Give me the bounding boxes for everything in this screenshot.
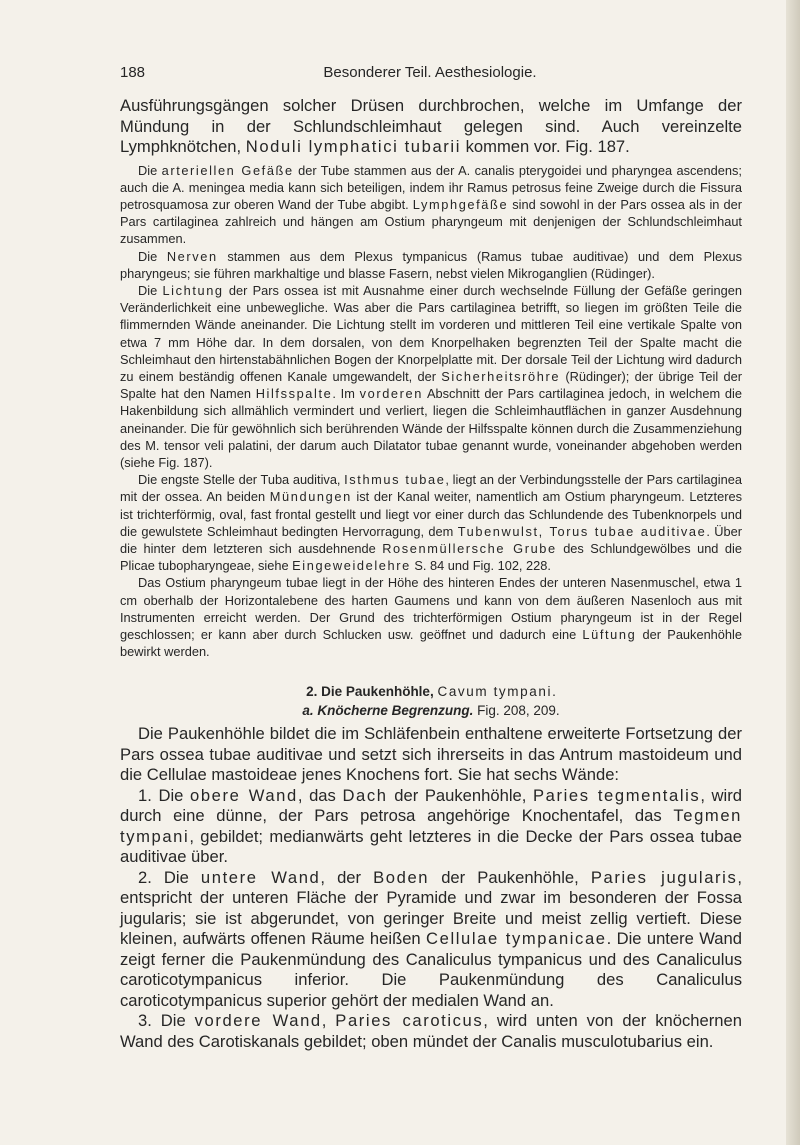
paragraph-lichtung	[120, 282, 742, 471]
text-run: , wird unten von der knöchernen Wand des Carotiskanals gebildet; oben mündet der Canalis musculotubarius ein.	[120, 1011, 742, 1051]
spaced-term: vordere Wand	[194, 1011, 322, 1031]
spaced-term: Lymphgefäße	[412, 196, 509, 212]
text-run: ,	[321, 1011, 336, 1031]
text-run: Die engste Stelle der Tuba auditiva,	[138, 472, 345, 488]
subsection-title: a. Knöcherne Begrenzung.	[302, 703, 474, 719]
running-title: Besonderer Teil. Aesthesiologie.	[323, 64, 537, 81]
text-run: 1. Die	[138, 785, 191, 805]
text-run: Fig. 208, 209.	[473, 703, 560, 719]
text-run: der Pars ossea ist mit Ausnahme einer durch wechselnde Füllung der Gefäße geringen Veränderlichkeit eine unbewegliche. Was aber die Pars cartilaginea betrifft, so liegen im größten Teile die flimmernden Wände aneinander. Die Lichtung stellt im vorderen und mittleren Teil eine vertikale Spalte von etwa 7 mm Höhe dar. In dem dorsalen, von dem Knorpelhaken begrenzten Teil der Spalte macht die Schleimhaut den hirtenstabähnlichen Bogen der Knorpelplatte mit. Der dorsale Teil der Lichtung wird dadurch zu einem beständig offenen Kanale umgewandelt, der	[120, 282, 742, 384]
paragraph-nerven	[120, 248, 742, 282]
text-run: sind sowohl in der Pars ossea als in der Pars cartilaginea zahlreich und hängen am Ostium pharyngeum mit denjenigen der Schlundschleimhaut zusammen.	[120, 196, 742, 247]
spaced-term: Tubenwulst, Torus tubae auditivae	[457, 523, 707, 539]
page-number: 188	[120, 64, 146, 81]
page-body	[120, 96, 742, 1052]
spaced-term: arteriellen Gefäße	[161, 162, 294, 178]
text-run: , entspricht der unteren Fläche der Pyramide und zwar im besonderen der Fossa jugularis; sie ist abgerundet, von geringer Breite und meist zellig vertieft. Diese kleinen, aufwärts offenen Räume heißen	[120, 867, 742, 949]
spaced-term: Cavum tympani	[437, 684, 553, 700]
text-run: der Paukenhöhle,	[429, 867, 591, 887]
text-run: . Über die hinter dem letzteren sich ausdehnende	[120, 523, 743, 556]
paragraph-obere-wand	[120, 786, 742, 868]
text-run: , wird durch eine dünne, der Pars petrosa angehörige Knochentafel, das	[120, 785, 742, 826]
spaced-term: Paries jugularis	[590, 867, 738, 887]
subsection-heading	[120, 701, 742, 720]
spaced-term: untere Wand	[200, 867, 321, 887]
paragraph-gefaesse	[120, 162, 742, 248]
spaced-term: Cellulae tympanicae	[426, 929, 607, 949]
spaced-term: Paries caroticus	[335, 1011, 484, 1031]
text-run: 2. Die	[138, 867, 201, 887]
spaced-term: Eingeweidelehre	[292, 558, 411, 574]
spaced-term: Lichtung	[162, 282, 224, 298]
text-run: .	[552, 684, 556, 700]
page-edge	[786, 0, 800, 1145]
text-run: Die	[138, 162, 162, 178]
spaced-term: Noduli lymphatici tubarii	[245, 137, 461, 156]
spaced-term: Tegmen tympani	[120, 806, 742, 846]
text-run: ist der Kanal weiter, namentlich am Ostium pharyngeum. Letzteres ist trichterförmig, oval, fast frontal gestellt und liegt vor einer durch das Schlundende des Tubenknorpels und die gewulstete Schleimhaut bedingten Hervorragung, dem	[120, 489, 742, 539]
spaced-term: Paries tegmentalis	[532, 785, 701, 805]
text-run: Die	[138, 282, 163, 298]
text-run: (Rüdinger); der übrige Teil der Spalte hat den Namen	[120, 368, 742, 402]
text-run: kommen vor. Fig. 187.	[461, 137, 630, 156]
spaced-term: Sicherheitsröhre	[441, 368, 561, 384]
text-run: der Paukenhöhle,	[387, 785, 533, 805]
text-run: des Schlundgewölbes und die Plicae tubopharyngeae, siehe	[120, 540, 742, 574]
spaced-term: Boden	[373, 867, 430, 887]
spaced-term: Nerven	[166, 248, 218, 264]
text-run: , liegt an der Verbindungsstelle der Pars cartilaginea mit der ossea. An beiden	[120, 472, 742, 505]
text-run: 3. Die	[138, 1011, 195, 1031]
paragraph-paukenhoehle: Die Paukenhöhle bildet die im Schläfenbein enthaltene erweiterte Fortsetzung der Pars ossea tubae auditivae und setzt sich ihrerseits in das Antrum mastoideum und die Cellulae mastoideae jenes Knochens fort. Sie hat sechs Wände:	[120, 724, 742, 785]
text-run: der Tube stammen aus der A. canalis pterygoidei und pharyngea ascendens; auch die A. meningea media kann sich beteiligen, indem ihr Ramus petrosus feine Zweige durch die Fissura petrosquamosa zur oberen Wand der Tube abgibt.	[120, 162, 742, 212]
paragraph-vordere-wand	[120, 1011, 742, 1052]
text-run: S. 84 und Fig. 102, 228.	[410, 558, 551, 574]
text-run: Ausführungsgängen solcher Drüsen durchbrochen, welche im Umfange der Mündung in der Schlundschleimhaut gelegen sind. Auch vereinzelte Lymphknötchen,	[120, 96, 742, 156]
page-header	[120, 64, 740, 86]
section-heading	[120, 682, 742, 701]
text-run: . Die untere Wand zeigt ferner die Paukenmündung des Canaliculus tympanicus und des Canaliculus caroticotympanicus inferior. Die Paukenmündung des Canaliculus caroticotympanicus superior gehört der medialen Wand an.	[120, 929, 742, 1010]
spaced-term: vorderen	[359, 386, 423, 402]
spaced-term: Dach	[342, 785, 388, 805]
spaced-term: Hilfsspalte	[255, 386, 333, 402]
spaced-term: Mündungen	[269, 489, 352, 505]
spaced-term: obere Wand	[190, 785, 298, 805]
paragraph-ostium	[120, 574, 742, 660]
spaced-term: Rosenmüllersche Grube	[382, 540, 557, 556]
text-run: Die	[138, 248, 167, 264]
text-run: . Im	[332, 386, 360, 402]
spaced-term: Lüftung	[582, 626, 637, 642]
text-run: Das Ostium pharyngeum tubae liegt in der Höhe des hinteren Endes der unteren Nasenmuschel, etwa 1 cm oberhalb der Horizontalebene des harten Gaumens und kann von dem äußeren Nasenloch aus mit Instrumenten erreicht werden. Der Grund des trichterförmigen Ostium pharyngeum ist in der Regel geschlossen; er kann aber durch Schlucken usw. geöffnet und dadurch eine	[120, 575, 742, 642]
text-run: stammen aus dem Plexus tympanicus (Ramus tubae auditivae) und dem Plexus pharyngeus; sie führen markhaltige und blasse Fasern, nebst vielen Mikroganglien (Rüdinger).	[120, 248, 742, 281]
paragraph-untere-wand	[120, 868, 742, 1012]
text-run: , das	[297, 785, 343, 805]
text-run: , der	[320, 867, 374, 887]
paragraph-engste-stelle	[120, 471, 742, 574]
spaced-term: Isthmus tubae	[344, 472, 446, 488]
intro-paragraph	[120, 96, 742, 158]
text-run: der Paukenhöhle bewirkt werden.	[120, 626, 742, 660]
text-run: Abschnitt der Pars cartilaginea jedoch, in welchem die Hakenbildung sich allmählich vermindert und verliert, liegen die Schleimhautflächen in ganzer Ausdehnung aneinander. Die für gewöhnlich sich berührenden Wände der Hilfsspalte können durch die Zusammenziehung des M. tensor veli palatini, der darum auch Dilatator tubae genannt wurde, voneinander abgehoben werden (siehe Fig. 187).	[120, 386, 742, 470]
section-number-title: 2. Die Paukenhöhle,	[306, 684, 434, 700]
text-run: , gebildet; medianwärts geht letzteres in die Decke der Pars ossea tubae auditivae über.	[120, 826, 742, 867]
